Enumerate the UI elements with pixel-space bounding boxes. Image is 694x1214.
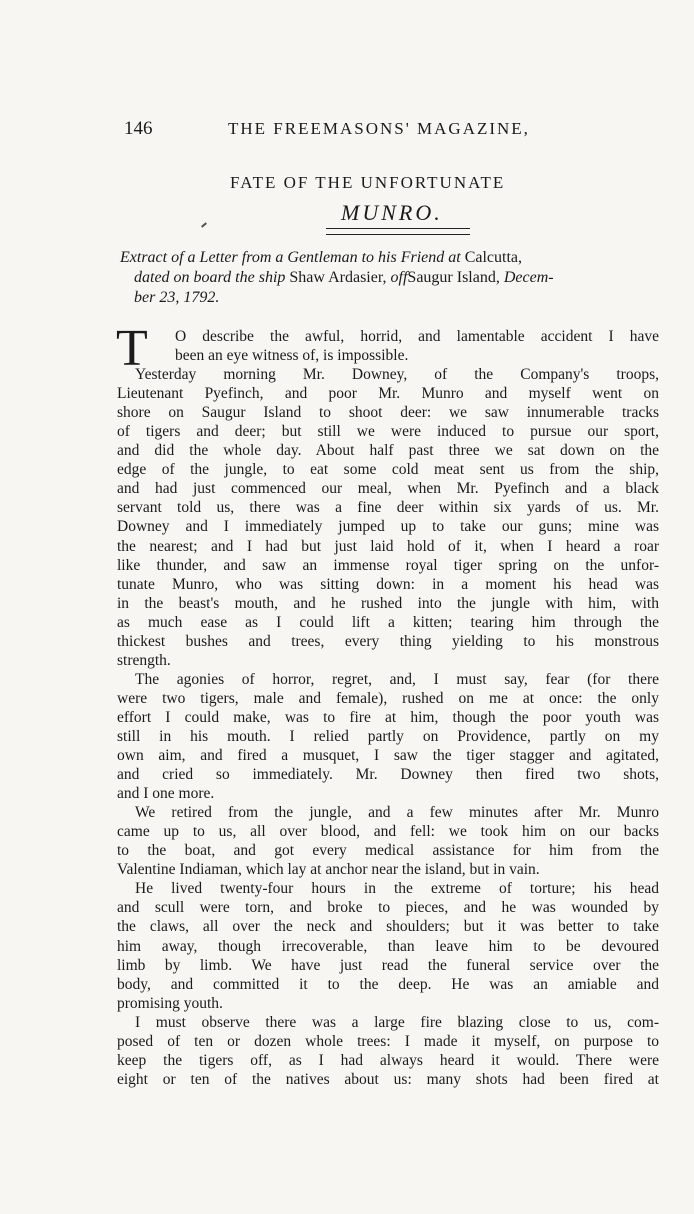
drop-cap: T bbox=[116, 320, 148, 377]
body-line: the nearest; and I had but just laid hold of it, when I heard a roar bbox=[117, 537, 659, 555]
stray-mark bbox=[201, 222, 207, 227]
body-line: tunate Munro, who was sitting down: in a moment his head was bbox=[117, 575, 659, 593]
extract-place: Saugur Island, bbox=[407, 269, 500, 286]
extract-text: Extract of a Letter from a Gentleman to his Friend at bbox=[120, 249, 461, 266]
body-line: Lieutenant Pyefinch, and poor Mr. Munro and myself went on bbox=[117, 385, 659, 403]
article-title-name: MUNRO. bbox=[341, 200, 443, 225]
body-line: He lived twenty-four hours in the extreme of torture; his head bbox=[135, 880, 659, 898]
page-number: 146 bbox=[124, 118, 153, 139]
body-line: still in his mouth. I relied partly on Providence, partly on my bbox=[117, 727, 659, 745]
body-line: I must observe there was a large fire blazing close to us, com- bbox=[135, 1013, 659, 1031]
body-line: body, and committed it to the deep. He was an amiable and bbox=[117, 975, 659, 993]
body-line: effort I could make, was to fire at him, though the poor youth was bbox=[117, 708, 659, 726]
body-line: O describe the awful, horrid, and lamentable accident I have bbox=[175, 328, 659, 345]
body-line: promising youth. bbox=[117, 994, 223, 1012]
body-line: eight or ten of the natives about us: many shots had been fired at bbox=[117, 1070, 659, 1088]
extract-text: off bbox=[390, 269, 408, 286]
extract-line-3 bbox=[120, 288, 655, 308]
body-line: keep the tigers off, as I had always heard it would. There were bbox=[117, 1051, 659, 1069]
body-line: like thunder, and saw an immense royal tiger spring on the unfor- bbox=[117, 556, 659, 574]
body-line: and I one more. bbox=[117, 785, 215, 803]
article-body bbox=[116, 320, 659, 1089]
body-line: Valentine Indiaman, which lay at anchor near the island, but in vain. bbox=[117, 861, 540, 879]
extract-line-1 bbox=[120, 248, 655, 268]
extract-text: dated on board the ship bbox=[134, 269, 286, 286]
body-line: Downey and I immediately jumped up to take our guns; mine was bbox=[117, 518, 659, 536]
article-title: FATE OF THE UNFORTUNATE bbox=[230, 173, 506, 192]
magazine-title: THE FREEMASONS' MAGAZINE, bbox=[228, 119, 530, 138]
body-line: the claws, all over the neck and shoulders; but it was better to take bbox=[117, 918, 659, 936]
extract-heading bbox=[120, 248, 655, 308]
body-line: own aim, and fired a musquet, I saw the tiger stagger and agitated, bbox=[117, 747, 659, 765]
body-line: Yesterday morning Mr. Downey, of the Company's troops, bbox=[135, 366, 659, 384]
body-line: servant told us, there was a fine deer within six yards of us. Mr. bbox=[117, 499, 659, 517]
body-line: were two tigers, male and female), rushed on me at once: the only bbox=[117, 689, 659, 707]
body-line: and did the whole day. About half past three we sat down on the bbox=[117, 442, 659, 460]
body-line: shore on Saugur Island to shoot deer: we saw innumerable tracks bbox=[117, 404, 659, 422]
body-line: as much ease as I could lift a kitten; tearing him through the bbox=[117, 613, 659, 631]
extract-place: Calcutta, bbox=[464, 249, 523, 266]
body-line: and had just commenced our meal, when Mr. Pyefinch and a black bbox=[117, 480, 659, 498]
extract-date: ber 23, 1792. bbox=[134, 289, 220, 306]
body-line: came up to us, all over blood, and fell: we took him on our backs bbox=[117, 823, 659, 841]
extract-ship-name: Shaw Ardasier, bbox=[289, 269, 387, 286]
body-line: been an eye witness of, is impossible. bbox=[175, 347, 409, 365]
body-line: The agonies of horror, regret, and, I must say, fear (for there bbox=[135, 670, 659, 688]
body-line: him away, though irrecoverable, than leave him to be devoured bbox=[117, 937, 659, 955]
body-line: edge of the jungle, to eat some cold meat sent us from the ship, bbox=[117, 461, 659, 479]
body-line: and scull were torn, and broke to pieces, and he was wounded by bbox=[117, 899, 659, 917]
body-line: posed of ten or dozen whole trees: I made it myself, on purpose to bbox=[117, 1032, 659, 1050]
body-line: We retired from the jungle, and a few minutes after Mr. Munro bbox=[135, 804, 659, 822]
body-line: thickest bushes and trees, every thing yielding to his monstrous bbox=[117, 632, 659, 650]
body-line: in the beast's mouth, and he rushed into the jungle with him, with bbox=[117, 594, 659, 612]
extract-date: Decem- bbox=[503, 269, 554, 286]
running-head bbox=[124, 118, 656, 142]
body-line: to the boat, and got every medical assistance for him from the bbox=[117, 842, 659, 860]
body-line: of tigers and deer; but still we were induced to pursue our sport, bbox=[117, 423, 659, 441]
body-line: and cried so immediately. Mr. Downey then fired two shots, bbox=[117, 766, 659, 784]
title-rule bbox=[326, 228, 470, 235]
body-line: limb by limb. We have just read the funeral service over the bbox=[117, 956, 659, 974]
body-line: strength. bbox=[117, 651, 171, 669]
extract-line-2 bbox=[120, 268, 655, 288]
